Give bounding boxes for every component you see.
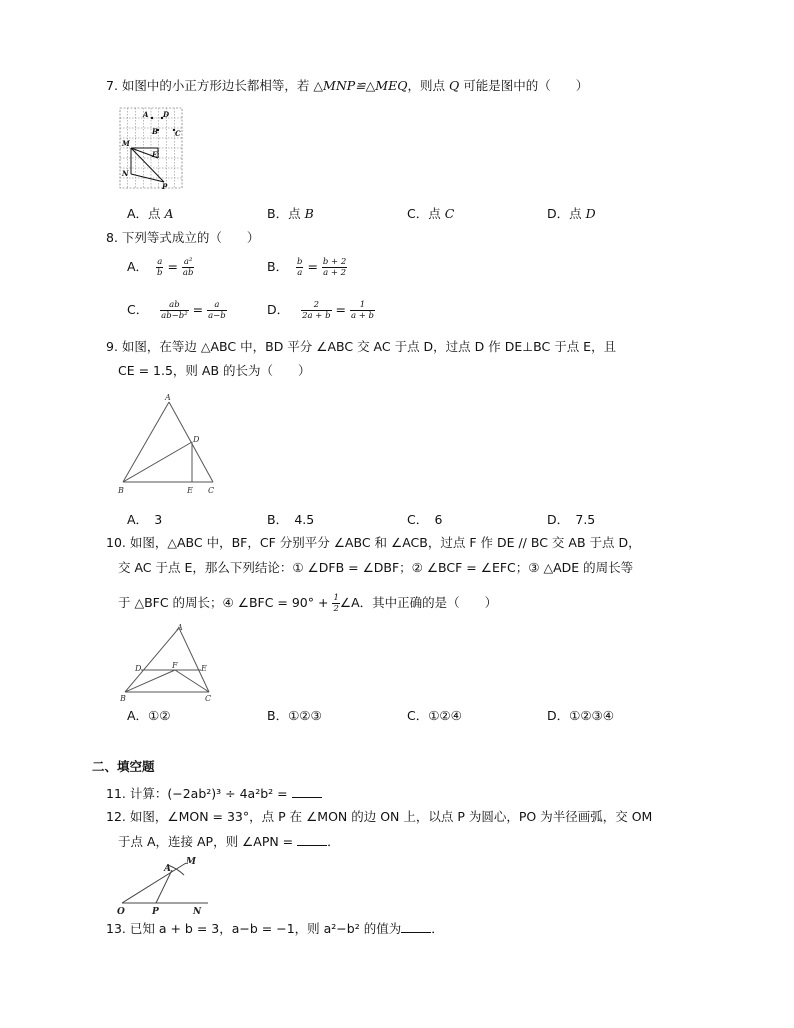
q9-number: 9. xyxy=(106,339,118,354)
q13-number: 13. xyxy=(106,921,126,936)
q11-number: 11. xyxy=(106,786,126,801)
q7-q: Q xyxy=(448,78,460,93)
q10-fig-label-b: B xyxy=(120,694,126,703)
q9-stem-line2: CE = 1.5，则 AB 的长为（ ） xyxy=(118,363,311,378)
q12-stem-line1: 12. 如图，∠MON = 33°，点 P 在 ∠MON 的边 ON 上，以点 P 为圆心，PO 为半径画弧，交 OM xyxy=(106,809,653,824)
q8-number: 8. xyxy=(106,230,118,245)
q10-stem-line3: 于 △BFC 的周长；④ ∠BFC = 90° + $\frac{1}{2}$ ∠A．其中正确的是（ ） xyxy=(118,593,498,614)
q10-stem-line1: 10. 如图，△ABC 中，BF，CF 分别平分 ∠ABC 和 ∠ACB，过点 F 作 DE // BC 交 AB 于点 D， xyxy=(106,535,641,550)
q12-fig-label-m: M xyxy=(186,857,196,867)
q12-angle-figure xyxy=(114,855,214,917)
q9-stem-line1: 9. 如图，在等边 △ABC 中，BD 平分 ∠ABC 交 AC 于点 D，过点 D 作 DE⊥BC 于点 E，且 xyxy=(106,339,617,354)
q7-stem xyxy=(106,77,588,95)
q10-fig-label-a: A xyxy=(177,623,183,632)
q7-fig-label-a: A xyxy=(143,110,149,119)
q12-fig-label-o: O xyxy=(117,907,125,917)
q8-option-b[interactable]: B． $\frac{b}{a}$ = $\frac{b + 2}{a + 2}$ xyxy=(267,257,347,278)
q13-stem: 13. 已知 a + b = 3，a−b = −1，则 a²−b² 的值为 ． xyxy=(106,921,444,936)
q10-option-a[interactable]: A．①② xyxy=(127,708,171,723)
q8-stem-text: 下列等式成立的（ ） xyxy=(121,230,260,245)
q10-fig-label-e: E xyxy=(201,664,207,673)
q7-stem-b: ，则点 xyxy=(407,78,445,93)
q9-fig-label-c: C xyxy=(208,486,215,495)
q7-congruence: △MNP≌△MEQ xyxy=(313,78,408,93)
q9-option-b[interactable]: B． 4.5 xyxy=(267,512,315,527)
q7-fig-label-n: N xyxy=(122,169,129,178)
q10-number: 10. xyxy=(106,535,126,550)
q9-fig-label-d: D xyxy=(193,435,200,444)
q9-fig-label-e: E xyxy=(187,486,193,495)
q10-fig-label-f: F xyxy=(172,661,178,670)
q13-answer-blank[interactable] xyxy=(401,920,431,933)
q12-fig-label-p: P xyxy=(152,907,159,917)
q12-fig-label-n: N xyxy=(193,907,202,917)
q12-number: 12. xyxy=(106,809,126,824)
q9-option-c[interactable]: C． 6 xyxy=(407,512,443,527)
q7-stem-a: 如图中的小正方形边长都相等，若 xyxy=(121,78,310,93)
q7-fig-label-b: B xyxy=(152,127,158,136)
q12-fig-label-a: A xyxy=(164,864,171,874)
section-title-fill-in: 二、填空题 xyxy=(92,759,155,774)
q7-grid-figure xyxy=(118,106,186,192)
q7-option-c[interactable]: C．点 C xyxy=(407,206,455,221)
q10-option-c[interactable]: C．①②④ xyxy=(407,708,462,723)
q10-fig-label-d: D xyxy=(135,664,142,673)
q7-option-b[interactable]: B．点 B xyxy=(267,206,314,221)
q11-answer-blank[interactable] xyxy=(292,785,322,798)
q10-option-b[interactable]: B．①②③ xyxy=(267,708,322,723)
q11-stem: 11. 计算：(−2ab²)³ ÷ 4a²b² = xyxy=(106,785,322,803)
q10-triangle-figure xyxy=(117,622,217,704)
q9-triangle-figure xyxy=(115,392,225,498)
q9-option-d[interactable]: D． 7.5 xyxy=(547,512,596,527)
q10-stem-line2: 交 AC 于点 E，那么下列结论：① ∠DFB = ∠DBF；② ∠BCF = ∠EFC；③ △ADE 的周长等 xyxy=(118,560,634,575)
q7-option-a[interactable]: A．点 A xyxy=(127,206,174,221)
q10-option-d[interactable]: D．①②③④ xyxy=(547,708,614,723)
q8-stem xyxy=(106,229,259,247)
q7-number: 7. xyxy=(106,78,118,93)
q7-fig-label-e: E xyxy=(152,150,158,159)
q7-fig-label-c: C xyxy=(175,129,181,138)
q10-fig-label-c: C xyxy=(205,694,212,703)
q8-option-c[interactable]: C． $\frac{ab}{\text{ab−b²}}$ = $\frac{a}{a-b}$ xyxy=(127,300,226,321)
q12-stem-line2: 于点 A，连接 AP，则 ∠APN = ． xyxy=(118,834,340,849)
q9-option-a[interactable]: A． 3 xyxy=(127,512,163,527)
q7-fig-label-p: P xyxy=(162,182,168,191)
q7-fig-label-m: M xyxy=(122,139,130,148)
q7-stem-c: 可能是图中的（ ） xyxy=(463,78,589,93)
q7-option-d[interactable]: D．点 D xyxy=(547,206,596,221)
q12-answer-blank[interactable] xyxy=(297,833,327,846)
q9-fig-label-b: B xyxy=(118,486,124,495)
q8-option-d[interactable]: D． $\frac{2}{2a + b}$ = $\frac{1}{a + b}$ xyxy=(267,300,374,321)
q9-fig-label-a: A xyxy=(165,393,171,402)
q7-fig-label-d: D xyxy=(163,110,170,119)
q8-option-a[interactable]: A． $\frac{a}{b}$ = $\frac{\text{a²}}{ab}$ xyxy=(127,257,194,278)
q10-half-fraction: $\frac{1}{2}$ xyxy=(333,593,339,614)
